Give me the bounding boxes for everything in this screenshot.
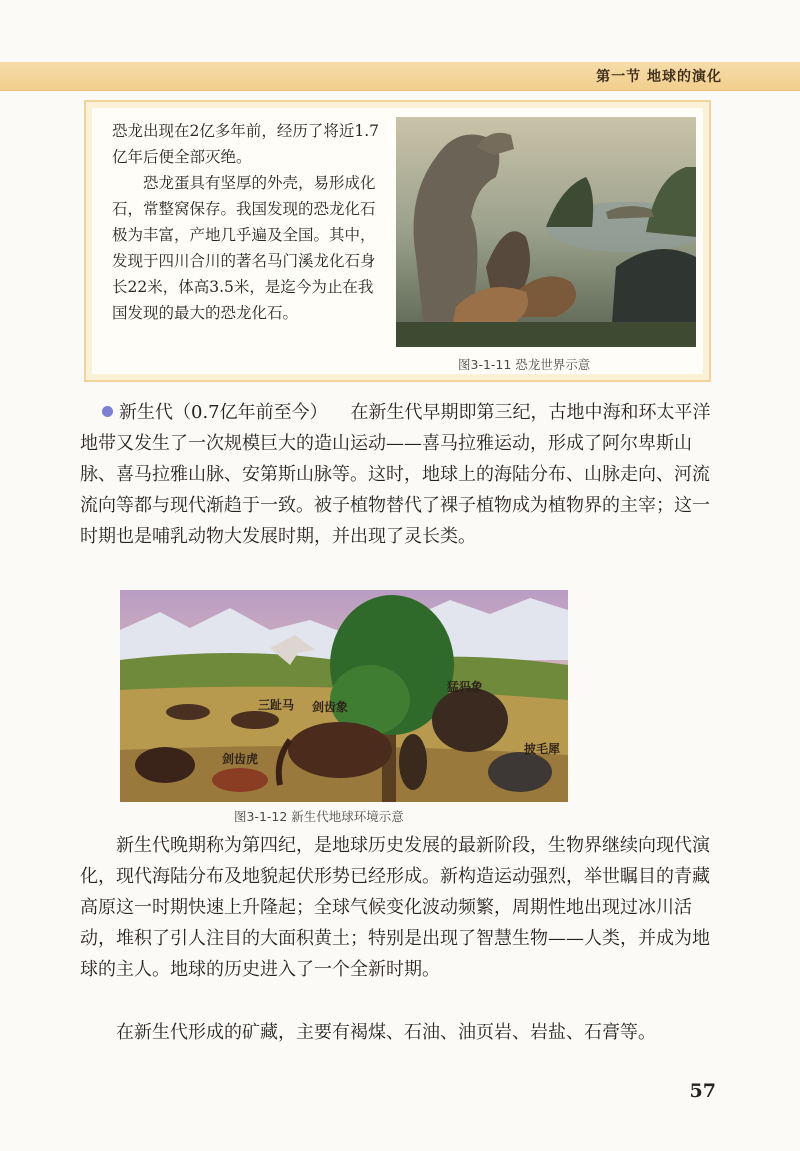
figure-caption-cenozoic: 图3-1-12 新生代地球环境示意	[234, 809, 404, 824]
label-sabertooth-tiger: 剑齿虎	[222, 752, 259, 766]
dinosaur-egg-paragraph: 恐龙蛋具有坚厚的外壳，易形成化石，常整窝保存。我国发现的恐龙化石极为丰富，产地几乎遍及全国。其中，发现于四川合川的著名马门溪龙化石身长22米，体高3.5米，是迄今为止在我国发现的最大的恐龙化石。	[112, 174, 376, 322]
dinosaur-world-drawing	[396, 117, 696, 347]
label-sword-tooth-elephant: 剑齿象	[312, 700, 349, 714]
page-number: 57	[689, 1080, 716, 1102]
dinosaur-world-illustration	[396, 117, 696, 347]
section-title: 第一节 地球的演化	[596, 69, 722, 85]
cenozoic-environment-drawing	[120, 590, 568, 802]
quaternary-paragraph: 新生代晚期称为第四纪，是地球历史发展的最新阶段，生物界继续向现代演化，现代海陆分布及地貌起伏形势已经形成。新构造运动强烈，举世瞩目的青藏高原这一时期快速上升隆起；全球气候变化波动频繁，周期性地出现过冰川活动，堆积了引人注目的大面积黄土；特别是出现了智慧生物——人类，并成为地球的主人。地球的历史进入了一个全新时期。	[80, 835, 710, 980]
minerals-paragraph: 在新生代形成的矿藏，主要有褐煤、石油、油页岩、岩盐、石膏等。	[116, 1022, 656, 1043]
label-three-toed-horse: 三趾马	[258, 698, 295, 712]
cenozoic-body: 在新生代早期即第三纪，古地中海和环太平洋地带又发生了一次规模巨大的造山运动——喜马拉雅运动，形成了阿尔卑斯山脉、喜马拉雅山脉、安第斯山脉等。这时，地球上的海陆分布、山脉走向、河流流向等都与现代渐趋于一致。被子植物替代了裸子植物成为植物界的主宰；这一时期也是哺乳动物大发展时期，并出现了灵长类。	[80, 402, 711, 547]
cenozoic-heading: 新生代（0.7亿年前至今）	[119, 402, 328, 423]
figure-caption-dinosaur-world: 图3-1-11 恐龙世界示意	[458, 357, 591, 372]
label-woolly-rhino: 披毛犀	[524, 742, 561, 756]
label-mammoth: 猛犸象	[447, 680, 484, 694]
cenozoic-paragraph	[80, 397, 720, 552]
dinosaur-info-text	[112, 118, 386, 326]
dinosaur-intro-line: 恐龙出现在2亿多年前，经历了将近1.7亿年后便全部灭绝。	[112, 122, 380, 166]
bullet-icon	[102, 406, 113, 417]
cenozoic-environment-illustration	[120, 590, 568, 802]
